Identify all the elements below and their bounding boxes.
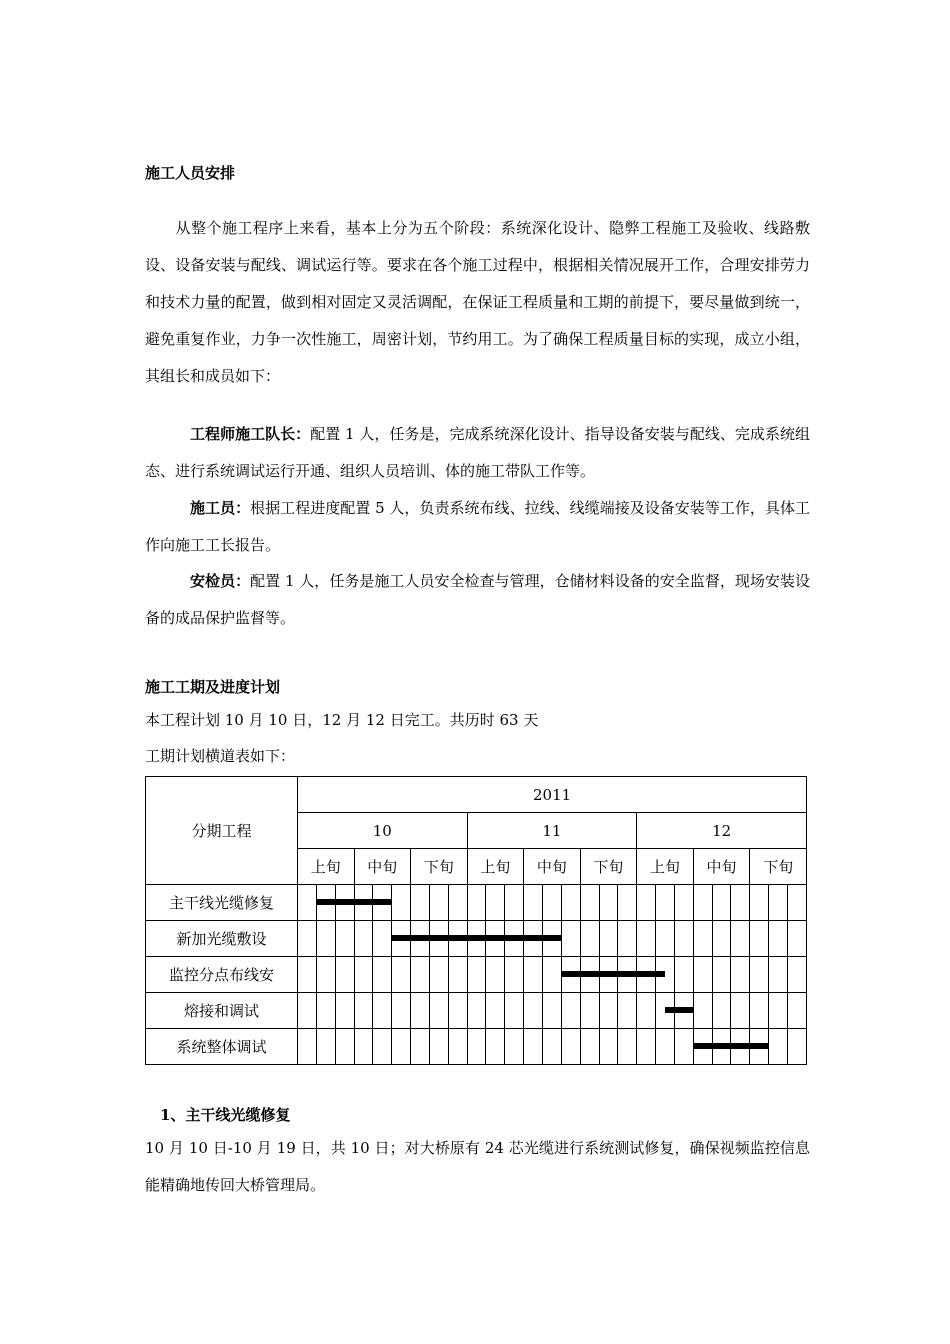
gantt-cell <box>486 993 505 1029</box>
gantt-cell <box>411 957 430 993</box>
gantt-cell <box>354 957 373 993</box>
gantt-task-row <box>146 993 807 1029</box>
gantt-task-name: 熔接和调试 <box>146 993 298 1029</box>
gantt-task-row <box>146 885 807 921</box>
gantt-cell <box>392 885 411 921</box>
gantt-cell <box>542 1029 561 1065</box>
gantt-cell <box>787 993 806 1029</box>
gantt-cell <box>486 1029 505 1065</box>
gantt-cell <box>712 885 731 921</box>
gantt-period: 上旬 <box>467 849 524 885</box>
section-title-trunk-repair: 1、主干线光缆修复 <box>160 1106 291 1124</box>
role-name: 安检员： <box>190 572 251 590</box>
gantt-cell <box>486 885 505 921</box>
gantt-header-row-year <box>146 777 807 813</box>
role-desc: 根据工程进度配置 5 人，负责系统布线、拉线、线缆端接及设备安装等工作，具体工作向施工工长报告。 <box>145 499 810 554</box>
gantt-cell <box>298 885 317 921</box>
gantt-period: 上旬 <box>637 849 694 885</box>
gantt-task-name: 系统整体调试 <box>146 1029 298 1065</box>
gantt-cell <box>373 957 392 993</box>
gantt-cell <box>542 993 561 1029</box>
gantt-cell <box>769 957 788 993</box>
gantt-cell <box>561 921 580 957</box>
gantt-cell <box>429 885 448 921</box>
gantt-cell <box>448 993 467 1029</box>
gantt-period: 下旬 <box>411 849 468 885</box>
gantt-cell <box>486 957 505 993</box>
role-name: 施工员： <box>190 499 251 517</box>
gantt-cell <box>580 885 599 921</box>
gantt-cell <box>392 957 411 993</box>
gantt-cell <box>712 993 731 1029</box>
gantt-cell <box>467 885 486 921</box>
gantt-cell <box>656 1029 675 1065</box>
gantt-month: 10 <box>298 813 468 849</box>
gantt-bar <box>391 935 561 941</box>
gantt-cell <box>693 921 712 957</box>
gantt-cell <box>467 957 486 993</box>
gantt-cell <box>712 921 731 957</box>
gantt-cell <box>411 993 430 1029</box>
gantt-bar <box>665 1007 693 1013</box>
gantt-header-label: 分期工程 <box>146 777 298 885</box>
gantt-cell <box>524 1029 543 1065</box>
gantt-cell <box>429 1029 448 1065</box>
gantt-cell <box>769 993 788 1029</box>
gantt-cell <box>505 957 524 993</box>
gantt-cell <box>637 921 656 957</box>
gantt-cell <box>316 921 335 957</box>
gantt-cell <box>618 885 637 921</box>
gantt-cell <box>542 885 561 921</box>
trunk-repair-text: 10 月 10 日-10 月 19 日，共 10 日；对大桥原有 24 芯光缆进行系统测试修复，确保视频监控信息能精确地传回大桥管理局。 <box>145 1139 810 1194</box>
gantt-cell <box>411 1029 430 1065</box>
role-inspector <box>145 563 810 637</box>
gantt-period: 中旬 <box>524 849 581 885</box>
gantt-cell <box>392 1029 411 1065</box>
role-desc: 配置 1 人，任务是施工人员安全检查与管理，仓储材料设备的安全监督，现场安装设备的成品保护监督等。 <box>145 572 810 627</box>
gantt-cell <box>298 957 317 993</box>
gantt-cell <box>769 1029 788 1065</box>
gantt-cell <box>429 957 448 993</box>
gantt-cell <box>354 993 373 1029</box>
gantt-cell <box>693 993 712 1029</box>
gantt-month: 12 <box>637 813 807 849</box>
gantt-cell <box>335 993 354 1029</box>
gantt-cell <box>316 993 335 1029</box>
gantt-cell <box>787 921 806 957</box>
gantt-cell <box>750 993 769 1029</box>
schedule-table-caption: 工期计划横道表如下： <box>145 747 296 765</box>
gantt-cell <box>542 957 561 993</box>
gantt-cell <box>618 993 637 1029</box>
gantt-cell <box>637 1029 656 1065</box>
gantt-cell <box>316 957 335 993</box>
gantt-cell <box>599 1029 618 1065</box>
gantt-cell <box>448 885 467 921</box>
gantt-cell <box>335 1029 354 1065</box>
gantt-cell <box>693 957 712 993</box>
gantt-cell <box>599 993 618 1029</box>
gantt-cell <box>316 1029 335 1065</box>
gantt-cell <box>298 993 317 1029</box>
gantt-cell <box>637 885 656 921</box>
gantt-cell <box>524 993 543 1029</box>
gantt-cell <box>618 1029 637 1065</box>
gantt-cell <box>580 921 599 957</box>
gantt-cell <box>769 921 788 957</box>
gantt-cell <box>373 993 392 1029</box>
gantt-cell <box>524 885 543 921</box>
gantt-cell <box>599 885 618 921</box>
gantt-cell <box>561 885 580 921</box>
gantt-cell <box>787 957 806 993</box>
gantt-cell <box>505 1029 524 1065</box>
gantt-cell <box>354 921 373 957</box>
gantt-cell <box>637 993 656 1029</box>
gantt-period: 中旬 <box>354 849 411 885</box>
gantt-cell <box>731 885 750 921</box>
gantt-period: 下旬 <box>750 849 807 885</box>
role-worker <box>145 490 810 564</box>
section-title-staffing: 施工人员安排 <box>145 164 236 182</box>
gantt-cell <box>524 957 543 993</box>
gantt-cell <box>335 957 354 993</box>
section-title-schedule: 施工工期及进度计划 <box>145 678 281 696</box>
staffing-intro: 从整个施工程序上来看，基本上分为五个阶段：系统深化设计、隐弊工程施工及验收、线路敷设、设备安装与配线、调试运行等。要求在各个施工过程中，根据相关情况展开工作，合理安排劳力和技术力量的配置，做到相对固定又灵活调配，在保证工程质量和工期的前提下，要尽量做到统一，避免重复作业，力争一次性施工，周密计划，节约用工。为了确保工程质量目标的实现，成立小组，其组长和成员如下： <box>145 219 810 385</box>
gantt-cell <box>467 993 486 1029</box>
gantt-cell <box>298 921 317 957</box>
gantt-cell <box>731 957 750 993</box>
role-team-leader <box>145 416 810 490</box>
gantt-period: 上旬 <box>298 849 355 885</box>
gantt-year: 2011 <box>298 777 807 813</box>
gantt-cell <box>373 1029 392 1065</box>
gantt-bar <box>316 899 391 905</box>
gantt-task-name: 主干线光缆修复 <box>146 885 298 921</box>
gantt-cell <box>787 885 806 921</box>
gantt-task-name: 监控分点布线安 <box>146 957 298 993</box>
gantt-cell <box>354 1029 373 1065</box>
gantt-cell <box>769 885 788 921</box>
gantt-cell <box>750 921 769 957</box>
gantt-cell <box>656 921 675 957</box>
gantt-cell <box>580 993 599 1029</box>
gantt-cell <box>580 1029 599 1065</box>
gantt-cell <box>298 1029 317 1065</box>
gantt-cell <box>392 993 411 1029</box>
schedule-summary: 本工程计划 10 月 10 日，12 月 12 日完工。共历时 63 天 <box>145 711 539 729</box>
gantt-cell <box>674 921 693 957</box>
gantt-period: 下旬 <box>580 849 637 885</box>
gantt-cell <box>373 921 392 957</box>
gantt-cell <box>429 993 448 1029</box>
gantt-cell <box>448 957 467 993</box>
gantt-task-row <box>146 957 807 993</box>
gantt-cell <box>750 885 769 921</box>
gantt-cell <box>561 1029 580 1065</box>
gantt-cell <box>467 1029 486 1065</box>
gantt-cell <box>656 885 675 921</box>
gantt-cell <box>787 1029 806 1065</box>
gantt-cell <box>335 921 354 957</box>
gantt-cell <box>448 1029 467 1065</box>
gantt-bar <box>693 1043 768 1049</box>
gantt-cell <box>411 885 430 921</box>
gantt-cell <box>618 921 637 957</box>
gantt-cell <box>693 885 712 921</box>
gantt-cell <box>731 921 750 957</box>
gantt-cell <box>731 993 750 1029</box>
gantt-cell <box>674 1029 693 1065</box>
gantt-table <box>145 776 807 1065</box>
gantt-cell <box>505 885 524 921</box>
gantt-cell <box>712 957 731 993</box>
role-name: 工程师施工队长： <box>190 425 311 443</box>
gantt-cell <box>561 993 580 1029</box>
gantt-cell <box>674 885 693 921</box>
role-desc: 配置 1 人，任务是，完成系统深化设计、指导设备安装与配线、完成系统组态、进行系统调试运行开通、组织人员培训、体的施工带队工作等。 <box>145 425 810 480</box>
gantt-cell <box>750 957 769 993</box>
gantt-cell <box>505 993 524 1029</box>
gantt-cell <box>599 921 618 957</box>
gantt-period: 中旬 <box>693 849 750 885</box>
gantt-bar <box>561 971 665 977</box>
gantt-task-name: 新加光缆敷设 <box>146 921 298 957</box>
gantt-month: 11 <box>467 813 637 849</box>
gantt-cell <box>674 957 693 993</box>
